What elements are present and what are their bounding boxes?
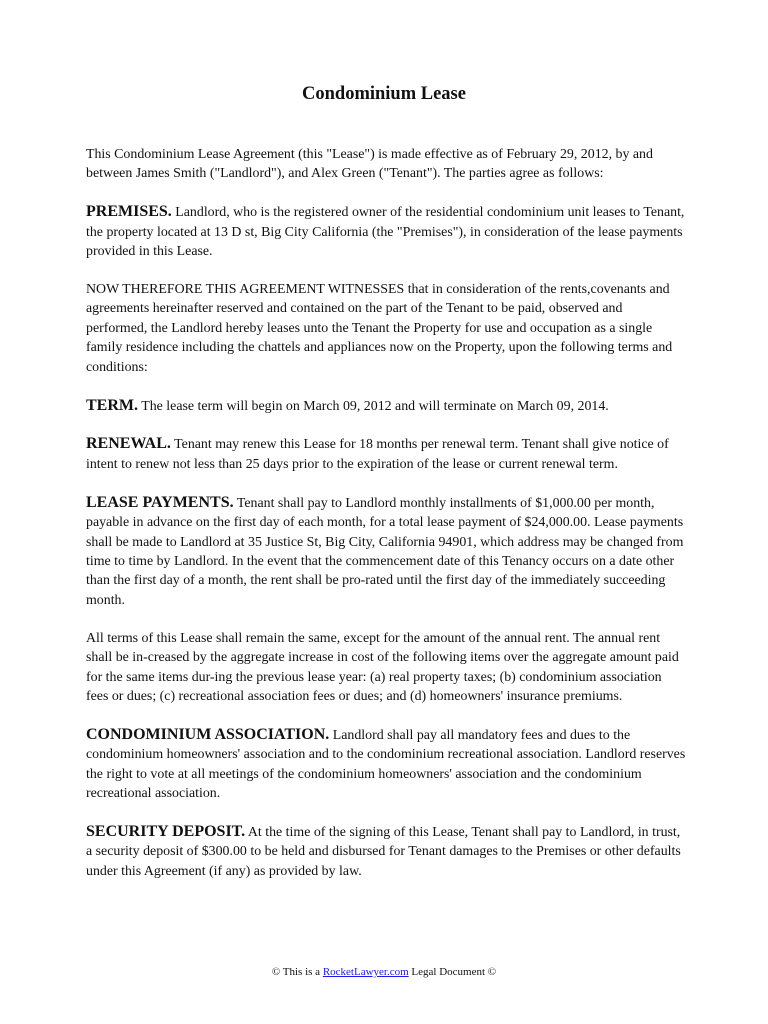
paragraph-lease-payments: [86, 493, 686, 610]
paragraph-text: Landlord, who is the registered owner of the residential condominium unit leases to Tenant, the property located at 13 D st, Big City California (the "Premises"), in consideration of the lease payments provided in this Lease.: [86, 205, 685, 260]
section-heading: CONDOMINIUM ASSOCIATION.: [86, 725, 330, 743]
document-body: [86, 145, 686, 900]
paragraph-text: The lease term will begin on March 09, 2012 and will terminate on March 09, 2014.: [141, 398, 609, 414]
rocketlawyer-link[interactable]: RocketLawyer.com: [322, 966, 409, 978]
paragraph-text: All terms of this Lease shall remain the same, except for the amount of the annual rent. The annual rent shall be in-creased by the aggregate increase in cost of the following items over the aggregate amount paid for the same items dur-ing the previous lease year: (a) real property taxes; (b) condominium association fees or dues; (c) recreational association fees or dues; and (d) homeowners' insurance premiums.: [86, 630, 679, 704]
section-heading: LEASE PAYMENTS.: [86, 493, 234, 511]
section-heading: RENEWAL.: [86, 435, 171, 453]
section-heading: TERM.: [86, 396, 138, 414]
footer-prefix: © This is a: [271, 966, 323, 978]
paragraph-condominium-association: [86, 725, 686, 804]
paragraph-witnesses: [86, 280, 686, 377]
section-heading: SECURITY DEPOSIT.: [86, 822, 246, 840]
paragraph-renewal: [86, 434, 686, 474]
paragraph-term: [86, 396, 686, 416]
footer-suffix: Legal Document ©: [408, 966, 497, 978]
section-heading: PREMISES.: [86, 203, 172, 221]
paragraph-premises: [86, 202, 686, 261]
paragraph-text: This Condominium Lease Agreement (this "Lease") is made effective as of February 29, 2012, by and between James Smith ("Landlord"), and Alex Green ("Tenant"). The parties agree as follows:: [86, 147, 653, 182]
paragraph-text: Tenant shall pay to Landlord monthly installments of $1,000.00 per month, payable in advance on the first day of each month, for a total lease payment of $24,000.00. Lease payments shall be made to Landlord at 35 Justice St, Big City, California 94901, which address may be changed from time to time by Landlord. In the event that the commencement date of this Tenancy occurs on a date other than the first day of a month, the rent shall be pro-rated until the first day of the immediately succeeding month.: [86, 495, 684, 608]
paragraph-annual-rent: [86, 629, 686, 707]
paragraph-intro: [86, 145, 686, 184]
paragraph-text: NOW THEREFORE THIS AGREEMENT WITNESSES that in consideration of the rents,covenants and agreements hereinafter reserved and contained on the part of the Tenant to be paid, observed and performed, the Landlord hereby leases unto the Tenant the Property for use and occupation as a single family residence including the chattels and appliances now on the Property, upon the following terms and conditions:: [86, 282, 673, 375]
paragraph-text: Tenant may renew this Lease for 18 months per renewal term. Tenant shall give notice of intent to renew not less than 25 days prior to the expiration of the lease or current renewal term.: [86, 437, 669, 472]
document-footer: [0, 966, 768, 978]
paragraph-text: Landlord shall pay all mandatory fees and dues to the condominium homeowners' association and to the condominium recreational association. Landlord reserves the right to vote at all meetings of the condominium homeowners' association and the condominium recreational association.: [86, 727, 686, 802]
paragraph-text: At the time of the signing of this Lease, Tenant shall pay to Landlord, in trust, a security deposit of $300.00 to be held and disbursed for Tenant damages to the Premises or other defaults under this Agreement (if any) as provided by law.: [86, 824, 681, 879]
paragraph-security-deposit: [86, 822, 686, 881]
document-title: Condominium Lease: [302, 84, 466, 104]
